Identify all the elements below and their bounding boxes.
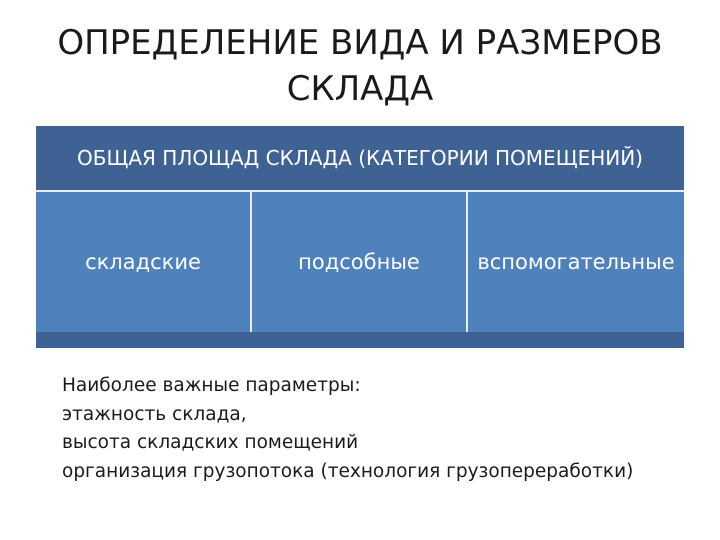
category-label: вспомогательные bbox=[477, 250, 675, 274]
category-box-utility bbox=[252, 192, 468, 332]
parameters-line: организация грузопотока (технология грузопереработки) bbox=[62, 460, 634, 482]
diagram-bottom-strip bbox=[36, 332, 684, 348]
title-line-1: ОПРЕДЕЛЕНИЕ ВИДА И РАЗМЕРОВ bbox=[57, 23, 663, 63]
parameters-line: Наиболее важные параметры: bbox=[62, 375, 361, 396]
category-box-storage bbox=[36, 192, 252, 332]
slide-title bbox=[0, 20, 720, 112]
parameters-text-box bbox=[56, 366, 696, 492]
category-label: подсобные bbox=[298, 250, 420, 274]
diagram-header: ОБЩАЯ ПЛОЩАД СКЛАДА (КАТЕГОРИИ ПОМЕЩЕНИЙ) bbox=[36, 126, 684, 192]
category-box-auxiliary bbox=[468, 192, 684, 332]
title-line-2: СКЛАДА bbox=[286, 69, 434, 109]
parameters-line: этажность склада, bbox=[62, 403, 247, 425]
parameters-line: высота складских помещений bbox=[62, 432, 359, 453]
category-label: складские bbox=[85, 250, 201, 274]
